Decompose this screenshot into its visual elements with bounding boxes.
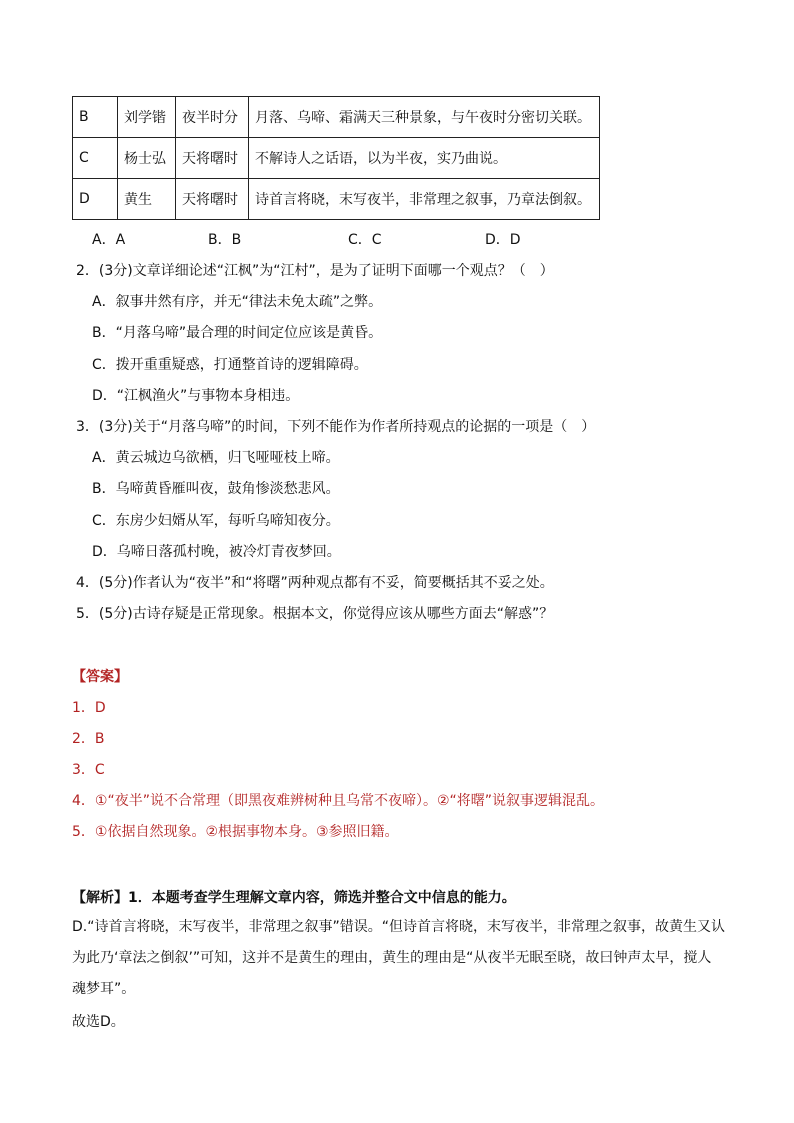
question-4: 4．(5分)作者认为“夜半”和“将曙”两种观点都有不妥，简要概括其不妥之处。 (76, 575, 554, 591)
answer-item: 1．D (72, 700, 106, 716)
choice-c: C．C (348, 232, 382, 248)
table-row (73, 179, 600, 220)
table-cell: 天将曙时 (176, 179, 249, 220)
choice-d: D．D (485, 232, 521, 248)
table-cell: 天将曙时 (176, 138, 249, 179)
table-cell: 诗首言将晓，末写夜半，非常理之叙事，乃章法倒叙。 (249, 179, 600, 220)
choice-b: B．B (208, 232, 242, 248)
table-row (73, 97, 600, 138)
question-3-option-a: A．黄云城边乌欲栖，归飞哑哑枝上啼。 (92, 450, 340, 466)
answer-item: 2．B (72, 731, 105, 747)
answer-item: 3．C (72, 762, 105, 778)
answer-item: 4．①“夜半”说不合常理（即黑夜难辨树种且乌常不夜啼）。②“将曙”说叙事逻辑混乱。 (72, 793, 605, 809)
analysis-line: D.“诗首言将晓，末写夜半，非常理之叙事”错误。“但诗首言将晓，末写夜半，非常理之叙事，故黄生又认 (72, 919, 725, 935)
analysis-line: 魂梦耳”。 (72, 981, 136, 997)
question-2-stem: 2．(3分)文章详细论述“江枫”为“江村”，是为了证明下面哪一个观点？（ ） (76, 263, 554, 279)
question-2-option-a: A．叙事井然有序，并无“律法未免太疏”之弊。 (92, 294, 383, 310)
analysis-heading: 【解析】1．本题考查学生理解文章内容，筛选并整合文中信息的能力。 (72, 890, 516, 906)
table-cell: 不解诗人之话语，以为半夜，实乃曲说。 (249, 138, 600, 179)
question-2-option-c: C．拨开重重疑惑，打通整首诗的逻辑障碍。 (92, 357, 368, 373)
analysis-line: 为此乃‘章法之倒叙’”可知，这并不是黄生的理由，黄生的理由是“从夜半无眠至晓，故曰钟声太早，搅人 (72, 950, 712, 966)
question-3-option-c: C．东房少妇婿从军，每听乌啼知夜分。 (92, 513, 340, 529)
question-3-stem: 3．(3分)关于“月落乌啼”的时间，下列不能作为作者所持观点的论据的一项是（ ） (76, 419, 596, 435)
table-cell: 夜半时分 (176, 97, 249, 138)
table-cell: C (73, 138, 118, 179)
choice-a: A．A (92, 232, 126, 248)
table-cell: D (73, 179, 118, 220)
viewpoint-table (72, 96, 600, 220)
question-2-option-b: B．“月落乌啼”最合理的时间定位应该是黄昏。 (92, 325, 383, 341)
table-cell: 杨士弘 (118, 138, 176, 179)
table-cell: B (73, 97, 118, 138)
question-3-option-b: B．乌啼黄昏雁叫夜，鼓角惨淡愁悲风。 (92, 481, 340, 497)
question-2-option-d: D．“江枫渔火”与事物本身相违。 (92, 388, 300, 404)
answer-heading: 【答案】 (72, 669, 128, 685)
table-cell: 月落、乌啼、霜满天三种景象，与午夜时分密切关联。 (249, 97, 600, 138)
table-cell: 黄生 (118, 179, 176, 220)
table-row (73, 138, 600, 179)
question-3-option-d: D．乌啼日落孤村晚，被冷灯青夜梦回。 (92, 544, 341, 560)
table-cell: 刘学锴 (118, 97, 176, 138)
analysis-line: 故选D。 (72, 1014, 125, 1030)
q1-choices (92, 229, 552, 249)
question-5: 5．(5分)古诗存疑是正常现象。根据本文，你觉得应该从哪些方面去“解惑”？ (76, 606, 554, 622)
answer-item: 5．①依据自然现象。②根据事物本身。③参照旧籍。 (72, 824, 399, 840)
